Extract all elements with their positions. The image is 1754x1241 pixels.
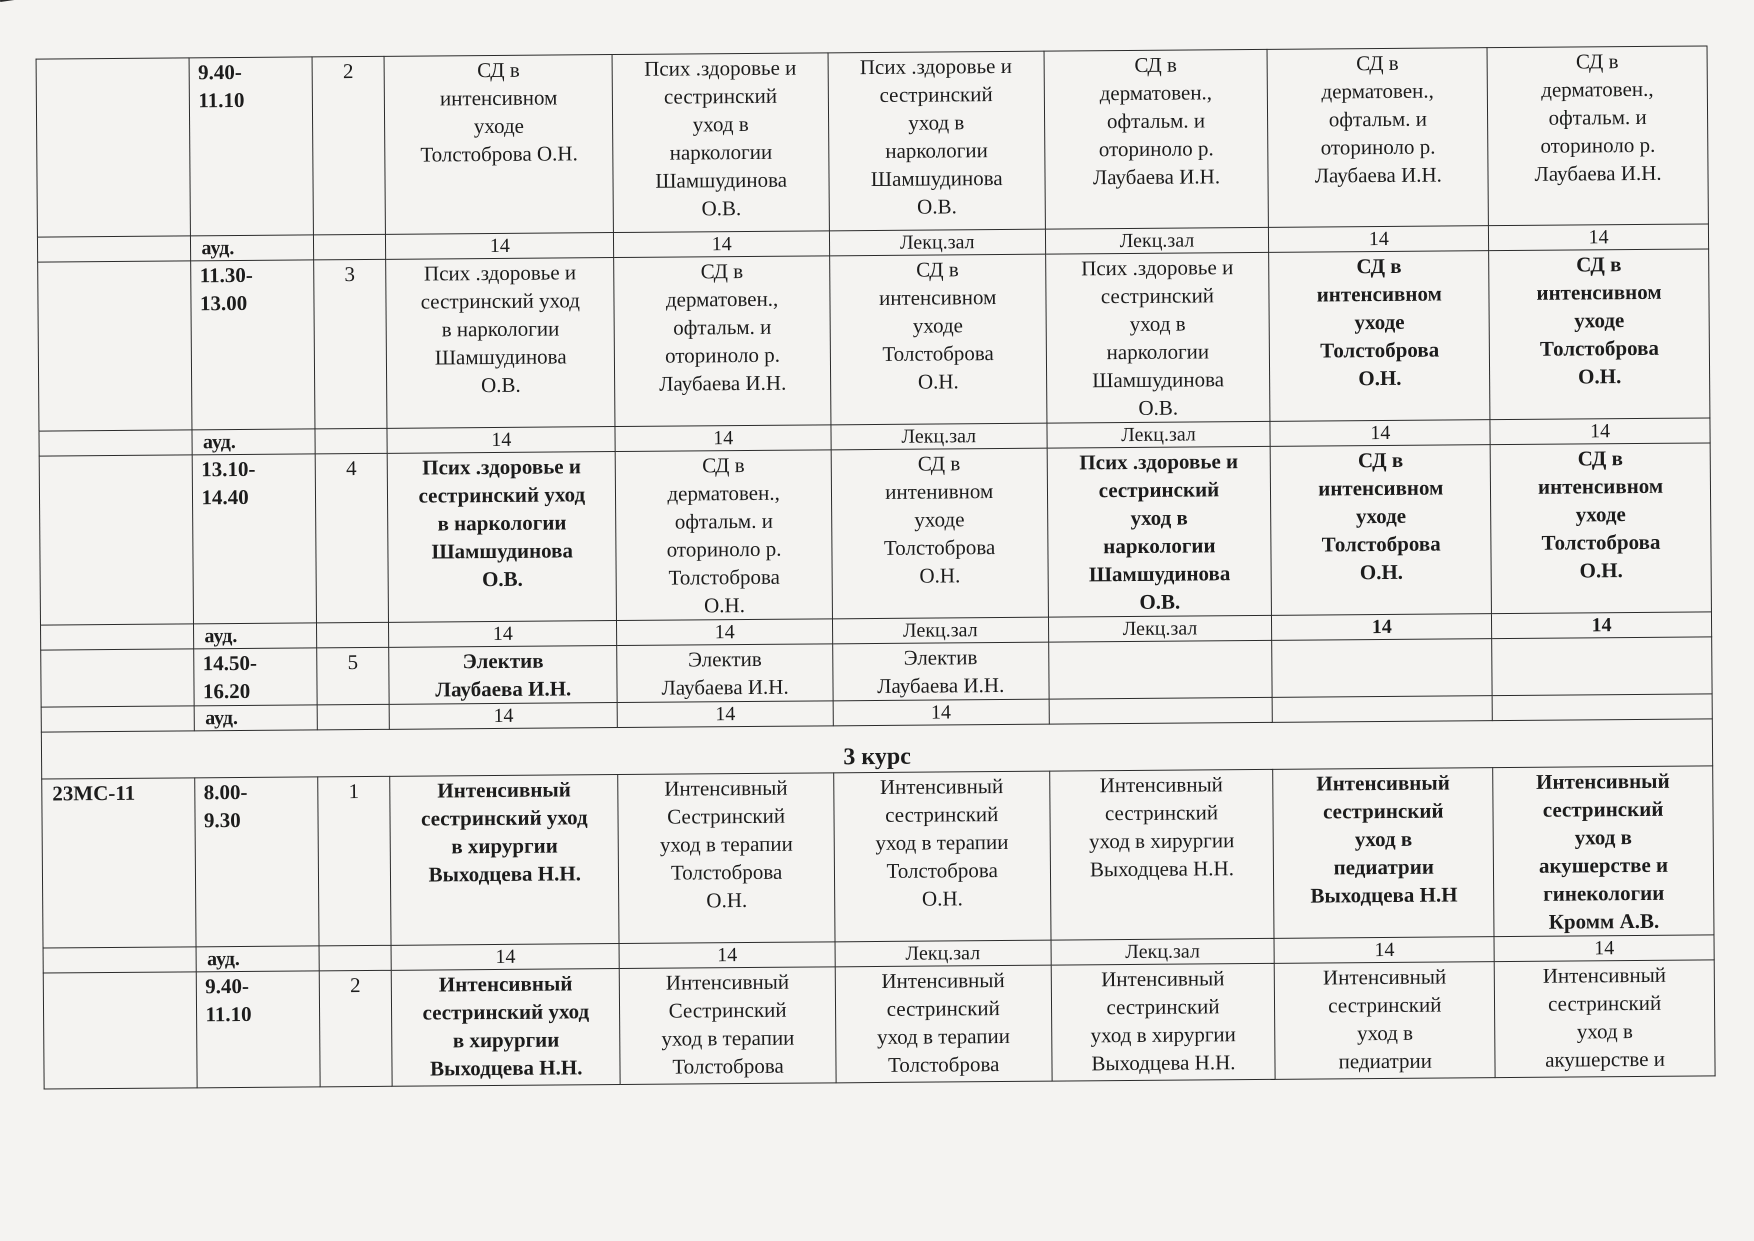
room-label: ауд. (191, 235, 314, 261)
pair-number: 3 (313, 259, 387, 429)
room-cell: 14 (1490, 418, 1710, 445)
room-cell: Лекц.зал (832, 617, 1048, 644)
room-cell: 14 (1270, 420, 1490, 447)
course-heading: 3 курс (41, 719, 1712, 779)
room-label: ауд. (196, 946, 319, 972)
room-cell: Лекц.зал (1051, 938, 1275, 965)
class-cell: Интенсивный сестринский уход в акушерстве и (1494, 960, 1715, 1078)
class-cell: Интенсивный сестринский уход в хирургии Выходцева Н.Н. (390, 775, 619, 946)
class-cell (1272, 639, 1492, 698)
room-cell: Лекц.зал (835, 940, 1051, 967)
class-cell: СД в интенивном уходе Толстоброва О.Н. (831, 448, 1048, 619)
group-cell (41, 624, 195, 650)
group-cell (39, 430, 193, 456)
class-cell (1492, 637, 1712, 696)
room-cell: 14 (389, 703, 617, 730)
class-cell: Электив Лаубаева И.Н. (389, 646, 617, 705)
room-num-cell (317, 704, 390, 730)
class-cell: Электив Лаубаева И.Н. (617, 644, 833, 703)
pair-number: 2 (319, 970, 392, 1087)
group-cell (43, 947, 197, 973)
lesson-row (43, 960, 1715, 1089)
room-cell: Лекц.зал (1048, 615, 1272, 642)
room-cell: 14 (1272, 614, 1492, 641)
room-num-cell (319, 945, 392, 971)
room-cell: Лекц.зал (1046, 421, 1270, 448)
class-cell: СД в дерматовен., офтальм. и оториноло р. Лаубаева И.Н. (1267, 48, 1488, 228)
room-cell (1492, 694, 1712, 721)
group-cell: 23МС-11 (42, 778, 197, 948)
lesson-row (38, 249, 1710, 431)
room-cell: 14 (614, 231, 830, 258)
lesson-row (39, 443, 1711, 625)
class-cell: Интенсивный сестринский уход в хирургии Выходцева Н.Н. (1051, 963, 1276, 1081)
room-num-cell (315, 428, 388, 454)
time-cell: 8.00- 9.30 (195, 777, 319, 947)
class-cell: СД в интенсивном уходе Толстоброва О.Н. (1271, 445, 1492, 616)
room-cell: 14 (615, 425, 831, 452)
pair-number: 2 (312, 56, 386, 235)
pair-number: 4 (315, 453, 389, 623)
class-cell: СД в дерматовен., офтальм. и оториноло р. Толстоброва О.Н. (615, 450, 832, 621)
room-cell: 14 (1494, 935, 1714, 962)
group-cell (39, 455, 194, 625)
class-cell (1048, 640, 1272, 699)
schedule-table (36, 45, 1716, 1089)
room-cell: 14 (1492, 612, 1712, 639)
group-cell (38, 261, 193, 431)
room-cell (1049, 697, 1273, 724)
time-cell: 14.50- 16.20 (194, 648, 317, 706)
class-cell: СД в интенсивном уходе Толстоброва О.Н. (830, 254, 1047, 425)
room-cell: 14 (833, 699, 1049, 726)
class-cell: Интенсивный Сестринский уход в терапии Толстоброва О.Н. (618, 773, 835, 944)
class-cell: СД в дерматовен., офтальм. и оториноло р. Лаубаева И.Н. (614, 256, 831, 427)
schedule-sheet (36, 45, 1717, 1196)
class-cell: Интенсивный Сестринский уход в терапии Толстоброва (620, 967, 837, 1085)
room-cell: 14 (1274, 937, 1494, 964)
room-label: ауд. (192, 429, 315, 455)
class-cell: СД в интенсивном уходе Толстоброва О.Н. (384, 55, 613, 235)
class-cell: СД в дерматовен., офтальм. и оториноло р. Лаубаева И.Н. (1044, 49, 1269, 229)
class-cell: Интенсивный сестринский уход в терапии Толстоброва (835, 965, 1052, 1083)
pair-number: 1 (317, 776, 391, 946)
class-cell: Псих .здоровье и сестринский уход в наркологии Шамшудинова О.В. (387, 452, 616, 623)
paper-edge-line (0, 0, 154, 42)
time-cell: 9.40- 11.10 (189, 57, 313, 236)
class-cell: СД в интенсивном уходе Толстоброва О.Н. (1489, 249, 1710, 420)
room-label: ауд. (194, 623, 317, 649)
pair-number: 5 (316, 647, 389, 705)
class-cell: СД в интенсивном уходе Толстоброва О.Н. (1490, 443, 1711, 614)
class-cell: Псих .здоровье и сестринский уход в наркологии Шамшудинова О.В. (1045, 252, 1270, 423)
time-cell: 11.30- 13.00 (191, 260, 315, 430)
class-cell: Интенсивный сестринский уход в педиатрии (1275, 962, 1496, 1080)
room-cell: 14 (1269, 226, 1489, 253)
room-cell: 14 (391, 944, 619, 971)
group-cell (41, 706, 195, 732)
group-cell (36, 58, 191, 237)
class-cell: Электив Лаубаева И.Н. (833, 642, 1049, 701)
time-cell: 13.10- 14.40 (193, 454, 317, 624)
class-cell: Интенсивный сестринский уход в хирургии Выходцева Н.Н. (391, 969, 620, 1087)
class-cell: Псих .здоровье и сестринский уход в наркологии Шамшудинова О.В. (1047, 446, 1272, 617)
lesson-row (36, 46, 1708, 237)
time-cell: 9.40- 11.10 (197, 971, 320, 1088)
room-cell: Лекц.зал (1045, 227, 1269, 254)
class-cell: СД в дерматовен., офтальм. и оториноло р. Лаубаева И.Н. (1487, 46, 1708, 226)
room-cell: 14 (386, 233, 614, 260)
lesson-row (42, 766, 1714, 948)
class-cell: СД в интенсивном уходе Толстоброва О.Н. (1269, 251, 1490, 422)
room-cell: 14 (617, 701, 833, 728)
room-cell: 14 (617, 619, 833, 646)
room-cell: 14 (387, 427, 615, 454)
room-cell: Лекц.зал (829, 229, 1045, 256)
class-cell: Псих .здоровье и сестринский уход в наркологии Шамшудинова О.В. (612, 53, 829, 233)
room-cell: 14 (1489, 224, 1709, 251)
room-num-cell (316, 622, 389, 648)
room-label: ауд. (195, 705, 318, 731)
room-cell: 14 (389, 621, 617, 648)
room-cell (1273, 696, 1493, 723)
room-cell: 14 (619, 942, 835, 969)
group-cell (37, 236, 191, 262)
room-num-cell (313, 234, 386, 260)
group-cell (43, 972, 197, 1089)
class-cell: Интенсивный сестринский уход в педиатрии Выходцева Н.Н (1273, 768, 1494, 939)
room-cell: Лекц.зал (831, 423, 1047, 450)
group-cell (41, 649, 195, 707)
class-cell: Интенсивный сестринский уход в терапии Толстоброва О.Н. (834, 771, 1051, 942)
class-cell: Интенсивный сестринский уход в хирургии Выходцева Н.Н. (1049, 769, 1274, 940)
class-cell: Псих .здоровье и сестринский уход в наркологии Шамшудинова О.В. (828, 51, 1045, 231)
class-cell: Интенсивный сестринский уход в акушерстве и гинекологии Кромм А.В. (1493, 766, 1714, 937)
class-cell: Псих .здоровье и сестринский уход в наркологии Шамшудинова О.В. (386, 258, 615, 429)
